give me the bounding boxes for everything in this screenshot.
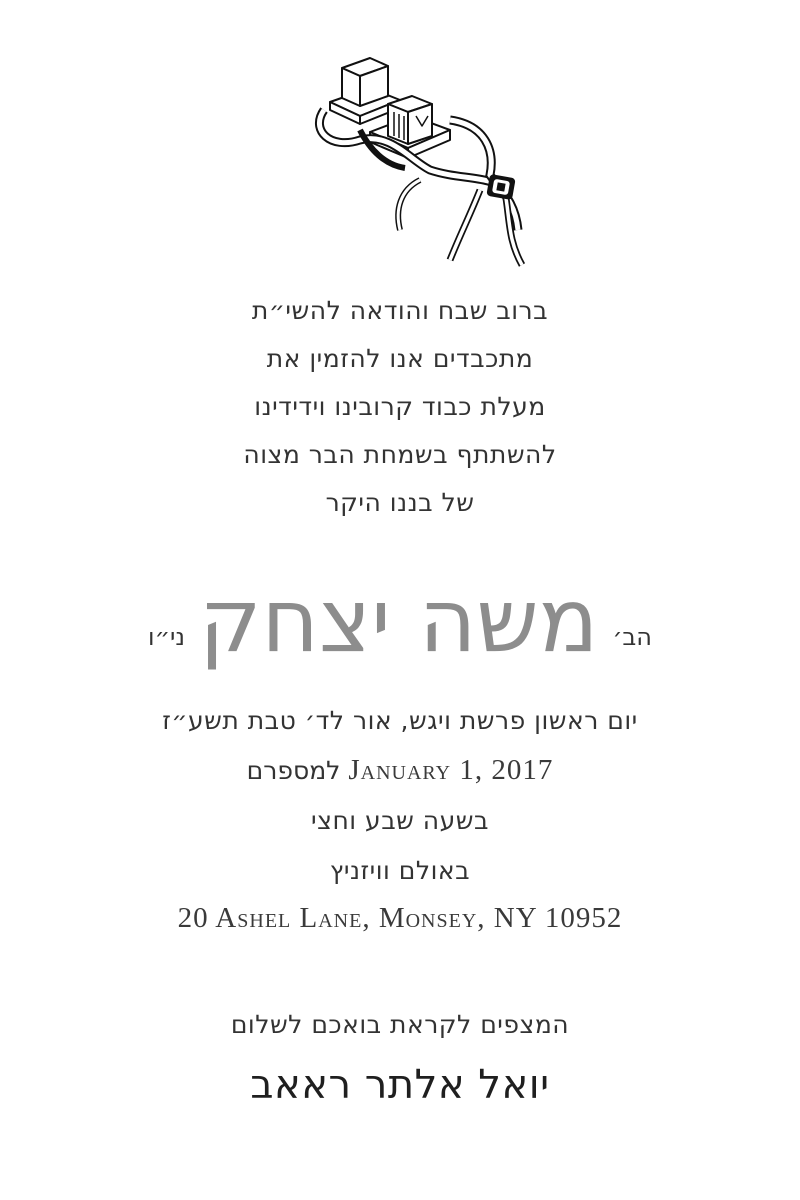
tefillin-illustration [300,40,540,270]
celebrant-name: משה יצחק [199,569,599,672]
event-address: 20 Ashel Lane, Monsey, NY 10952 [177,902,623,934]
opening-line-2: מתכבדים אנו להזמין את [266,344,534,373]
closing-greeting: המצפים לקראת בואכם לשלום [230,1010,570,1039]
date-suffix: למספרם [246,756,341,785]
celebrant-prefix: הב׳ [612,623,652,651]
hebrew-date: יום ראשון פרשת ויגש, אור לד׳ טבת תשע״ז [162,706,638,735]
opening-line-4: להשתתף בשמחת הבר מצוה [243,440,557,469]
opening-line-1: ברוב שבח והודאה להשי״ת [251,296,549,325]
celebrant-name-row [0,555,800,672]
opening-line-5: של בננו היקר [325,488,475,517]
event-time: בשעה שבע וחצי [311,806,489,835]
english-date-line [0,754,800,787]
celebrant-suffix: ני״ו [148,623,186,651]
host-name: יואל אלתר ראאב [250,1062,550,1108]
english-date: January 1, 2017 [348,754,554,786]
opening-line-3: מעלת כבוד קרובינו וידידינו [254,392,546,421]
event-venue: באולם וויזניץ [329,856,471,885]
